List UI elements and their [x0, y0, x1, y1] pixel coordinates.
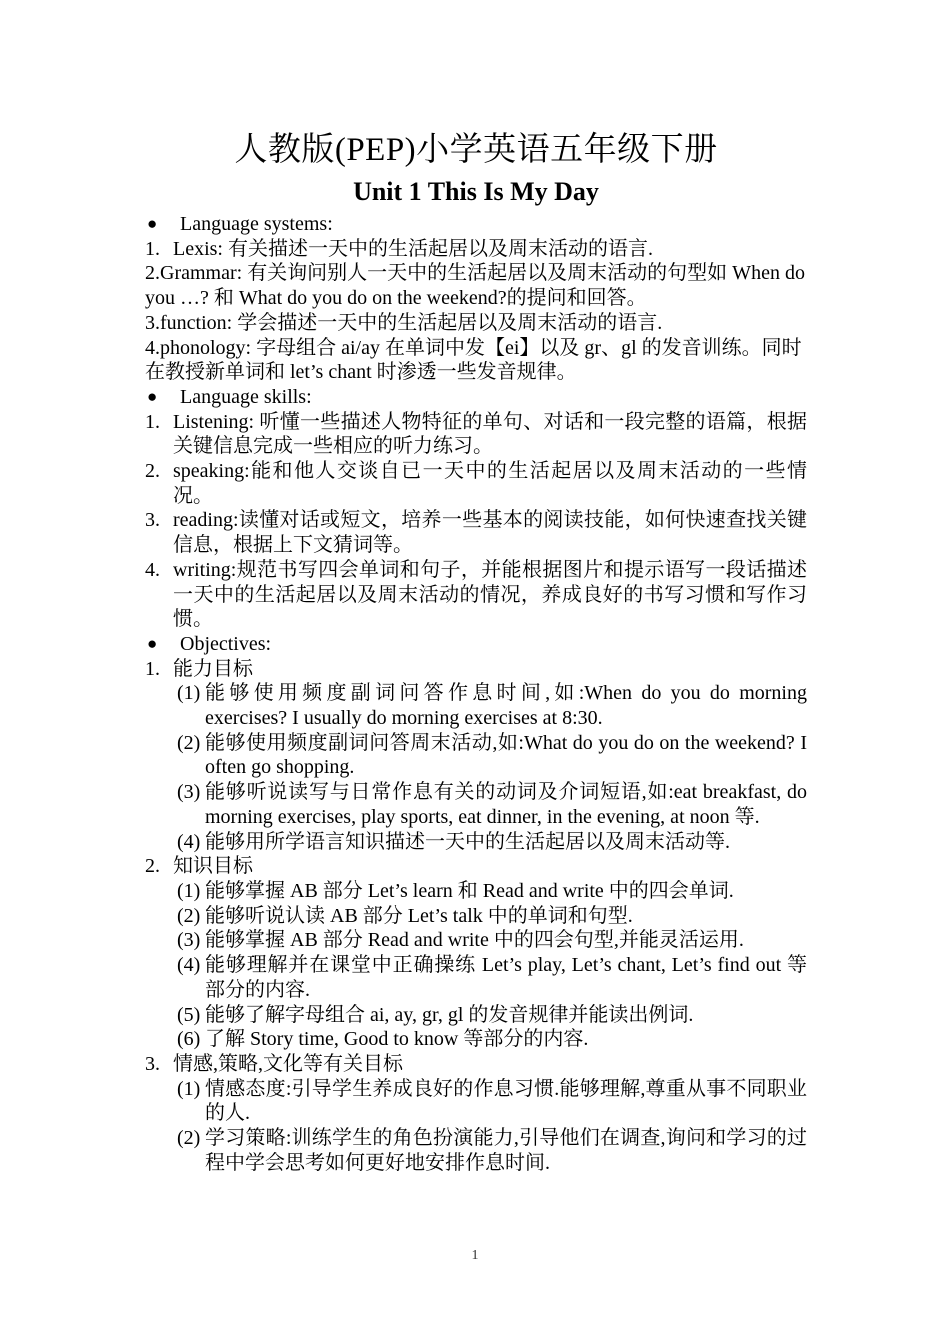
item-text: 能够掌握 AB 部分 Read and write 中的四会句型,并能灵活运用.	[205, 929, 744, 952]
item-text: 能够听说认读 AB 部分 Let’s talk 中的单词和句型.	[205, 904, 633, 927]
item-number: (6)	[177, 1028, 201, 1051]
list-item	[145, 459, 807, 508]
item-number: 1.	[145, 237, 160, 260]
bullet-language-systems	[145, 212, 807, 237]
item-text: 能够使用频度副词问答周末活动,如:What do you do on the weekend? I often go shopping.	[205, 731, 807, 779]
list-item	[145, 731, 807, 780]
list-item	[145, 681, 807, 730]
item-number: 3.	[145, 1052, 160, 1075]
section-heading: Language systems:	[180, 213, 333, 235]
list-item	[145, 1077, 807, 1126]
lexis-line	[145, 237, 807, 262]
item-number: (2)	[177, 904, 201, 927]
list-item	[145, 879, 807, 904]
item-number: (2)	[177, 1127, 201, 1150]
item-text: 能够用所学语言知识描述一天中的生活起居以及周末活动等.	[205, 830, 730, 853]
list-item	[145, 780, 807, 829]
grammar-line: 2.Grammar: 有关询问别人一天中的生活起居以及周末活动的句型如 When do you …? 和 What do you do on the weekend?的提问和回答。	[145, 262, 805, 310]
section-heading: Objectives:	[180, 632, 272, 655]
list-item	[145, 410, 807, 459]
item-text: 学习策略:训练学生的角色扮演能力,引导他们在调查,询问和学习的过程中学会思考如何更好地安排作息时间.	[205, 1127, 807, 1174]
objective-group-affective	[145, 1052, 807, 1077]
item-number: (3)	[177, 781, 201, 804]
item-text: speaking:能和他人交谈自已一天中的生活起居以及周末活动的一些情况。	[173, 460, 807, 507]
item-text: 能够理解并在课堂中正确操练 Let’s play, Let’s chant, Let’s find out 等部分的内容.	[205, 954, 807, 1001]
item-number: (5)	[177, 1003, 201, 1026]
item-text: 能够使用频度副词问答作息时间,如:When do you do morning exercises? I usually do morning exercises at 8:30.	[205, 682, 807, 730]
phonology-line: 4.phonology: 字母组合 ai/ay 在单词中发【ei】以及 gr、gl 的发音训练。同时在教授新单词和 let’s chant 时渗透一些发音规律。	[145, 336, 802, 384]
bullet-objectives	[145, 632, 807, 657]
item-text: 能够掌握 AB 部分 Let’s learn 和 Read and write 中的四会单词.	[205, 879, 734, 902]
list-item	[145, 1003, 807, 1028]
item-text: 能够了解字母组合 ai, ay, gr, gl 的发音规律并能读出例词.	[205, 1003, 694, 1026]
list-item	[145, 508, 807, 557]
bullet-language-skills	[145, 385, 807, 410]
item-text: Lexis: 有关描述一天中的生活起居以及周末活动的语言.	[173, 237, 653, 260]
objective-group-knowledge	[145, 854, 807, 879]
group-title: 情感,策略,文化等有关目标	[173, 1052, 403, 1075]
unit-title: Unit 1 This Is My Day	[353, 177, 599, 206]
document-body	[145, 130, 807, 1175]
item-number: 1.	[145, 657, 160, 680]
page-number: 1	[471, 1248, 479, 1263]
item-number: 1.	[145, 410, 160, 433]
item-number: (4)	[177, 954, 201, 977]
function-line: 3.function: 学会描述一天中的生活起居以及周末活动的语言.	[145, 311, 663, 334]
document-title: 人教版(PEP)小学英语五年级下册	[234, 132, 718, 168]
bullet-dot: ●	[147, 214, 158, 233]
item-number: (1)	[177, 879, 201, 902]
item-number: 3.	[145, 509, 160, 532]
list-item	[145, 953, 807, 1002]
item-text: Listening: 听懂一些描述人物特征的单句、对话和一段完整的语篇，根据关键信息完成一些相应的听力练习。	[173, 410, 807, 458]
bullet-dot: ●	[147, 386, 158, 406]
item-number: (1)	[177, 1077, 201, 1100]
item-text: 了解 Story time, Good to know 等部分的内容.	[205, 1028, 589, 1051]
item-text: 情感态度:引导学生养成良好的作息习惯.能够理解,尊重从事不同职业的人.	[205, 1077, 807, 1125]
list-item	[145, 928, 807, 953]
item-number: (4)	[177, 830, 201, 853]
item-text: writing:规范书写四会单词和句子，并能根据图片和提示语写一段话描述一天中的生活起居以及周末活动的情况，养成良好的书写习惯和写作习惯。	[173, 558, 807, 631]
list-item	[145, 558, 807, 632]
list-item	[145, 830, 807, 855]
list-item	[145, 1027, 807, 1052]
item-text: 能够听说读写与日常作息有关的动词及介词短语,如:eat breakfast, do morning exercises, play sports, eat dinner, in the evening, at noon 等.	[205, 781, 807, 828]
item-text: reading:读懂对话或短文，培养一些基本的阅读技能，如何快速查找关键信息，根据上下文猜词等。	[173, 509, 807, 557]
bullet-dot: ●	[147, 633, 158, 653]
item-number: 2.	[145, 855, 160, 878]
item-number: 4.	[145, 558, 160, 581]
group-title: 知识目标	[173, 855, 253, 878]
objective-group-ability	[145, 657, 807, 682]
group-title: 能力目标	[173, 657, 253, 680]
item-number: (1)	[177, 682, 201, 705]
item-number: (2)	[177, 731, 201, 754]
section-heading: Language skills:	[180, 385, 312, 408]
item-number: (3)	[177, 929, 201, 952]
list-item	[145, 1126, 807, 1175]
list-item	[145, 904, 807, 929]
item-number: 2.	[145, 460, 160, 483]
